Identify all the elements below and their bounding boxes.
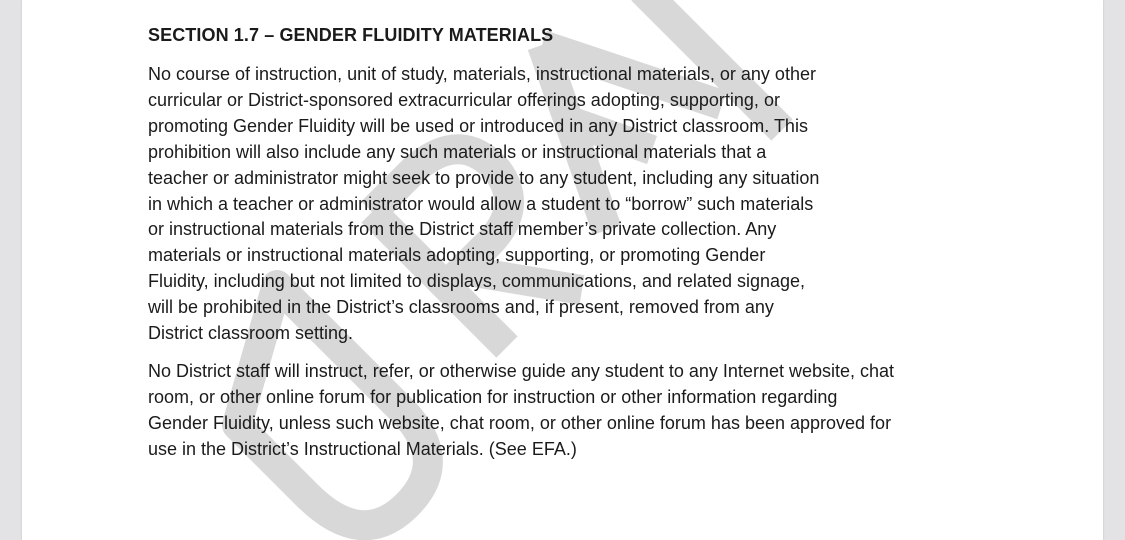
paragraph-line: curricular or District-sponsored extracurricular offerings adopting, supporting, or — [148, 89, 780, 110]
paragraph-line: Fluidity, including but not limited to displays, communications, and related signage, — [148, 271, 806, 292]
section-title: SECTION 1.7 – GENDER FLUIDITY MATERIALS — [148, 25, 554, 45]
document-content — [148, 22, 1028, 463]
paragraph-line: teacher or administrator might seek to provide to any student, including any situation — [148, 167, 820, 188]
paragraph-line: in which a teacher or administrator would allow a student to “borrow” such materials — [148, 193, 814, 214]
paragraph-line: No District staff will instruct, refer, or otherwise guide any student to any Internet website, chat — [148, 360, 895, 381]
paragraph-line: materials or instructional materials adopting, supporting, or promoting Gender — [148, 245, 766, 266]
paragraph-line: No course of instruction, unit of study, materials, instructional materials, or any other — [148, 64, 816, 84]
paragraph-line: room, or other online forum for publication for instruction or other information regarding — [148, 386, 838, 407]
paragraph-line: District classroom setting. — [148, 323, 354, 344]
document-page — [22, 0, 1103, 540]
paragraph-line: or instructional materials from the District staff member’s private collection. Any — [148, 219, 777, 240]
paragraph-1 — [148, 62, 1028, 347]
paragraph-line: promoting Gender Fluidity will be used or introduced in any District classroom. This — [148, 115, 808, 136]
paragraph-line: Gender Fluidity, unless such website, chat room, or other online forum has been approved for — [148, 412, 892, 433]
paragraph-line: will be prohibited in the District’s classrooms and, if present, removed from any — [148, 297, 774, 318]
paragraph-2 — [148, 359, 1028, 463]
paragraph-line: use in the District’s Instructional Materials. (See EFA.) — [148, 438, 577, 459]
paragraph-line: prohibition will also include any such materials or instructional materials that a — [148, 141, 767, 162]
